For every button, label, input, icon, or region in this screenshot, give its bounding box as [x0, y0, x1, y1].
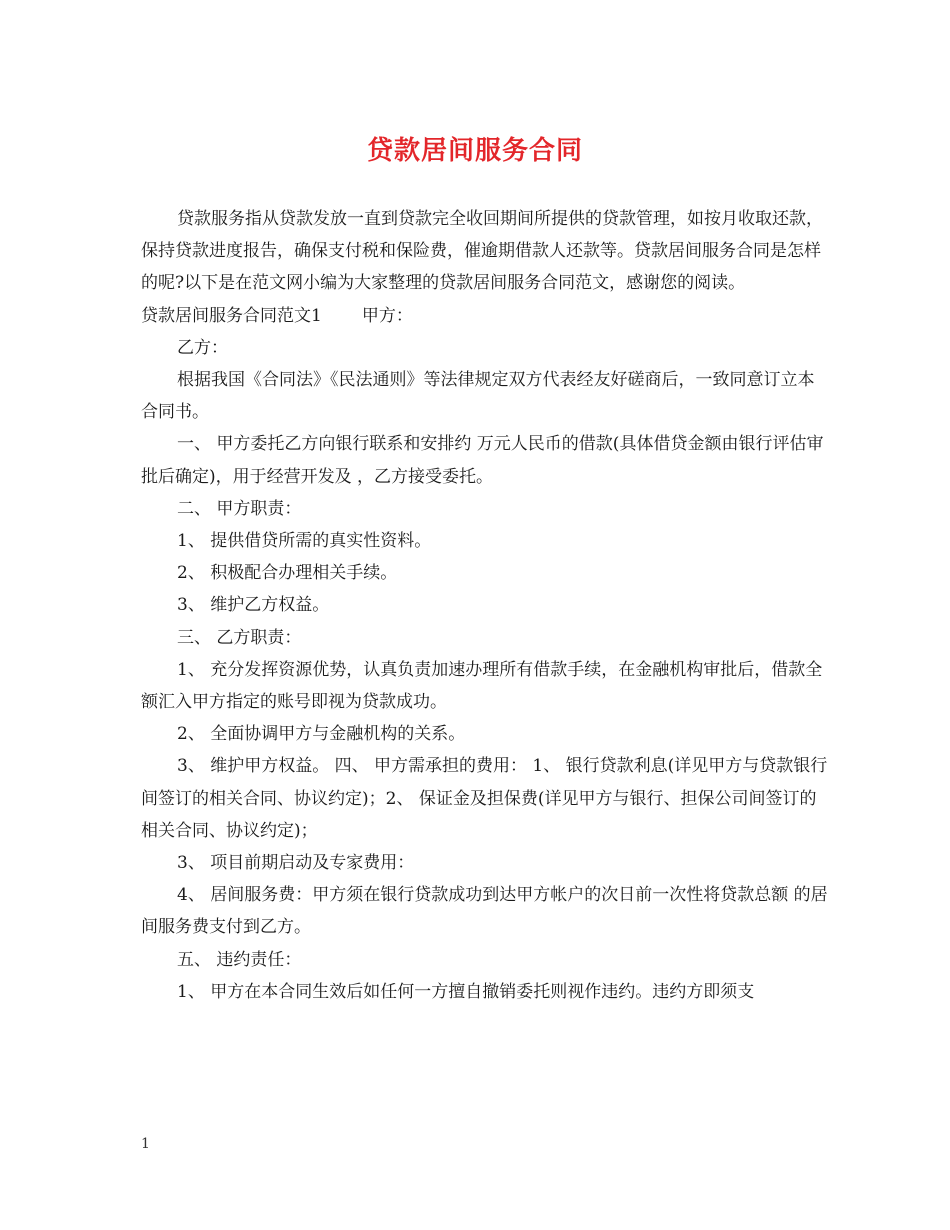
clause-2-heading: 二、 甲方职责：	[177, 498, 302, 519]
paragraph-intro: 贷款服务指从贷款发放一直到贷款完全收回期间所提供的贷款管理，如按月收取还款，保持贷款进度报告，确保支付税和保险费，催逾期借款人还款等。贷款居间服务合同是怎样的呢?以下是在范文网小编为大家整理的贷款居间服务合同范文，感谢您的阅读。	[141, 209, 823, 294]
clause-3-heading: 三、 乙方职责：	[177, 627, 302, 648]
clause-2-item-3: 3、 维护乙方权益。	[177, 595, 330, 616]
clause-3-item-2: 2、 全面协调甲方与金融机构的关系。	[177, 724, 466, 745]
clause-4-item-3: 3、 项目前期启动及专家费用：	[177, 853, 415, 874]
document-body	[141, 203, 831, 1008]
clause-5-heading: 五、 违约责任：	[177, 949, 302, 970]
paragraph-sample-heading	[141, 300, 831, 332]
clause-1: 一、 甲方委托乙方向银行联系和安排约 万元人民币的借款(具体借贷金额由银行评估审批后确定)，用于经营开发及 ，乙方接受委托。	[141, 434, 824, 487]
sample-heading-text: 贷款居间服务合同范文1	[141, 305, 322, 326]
document-title: 贷款居间服务合同	[366, 136, 583, 166]
clause-2-item-1: 1、 提供借贷所需的真实性资料。	[177, 531, 432, 552]
clause-3-item-1: 1、 充分发挥资源优势，认真负责加速办理所有借款手续，在金融机构审批后，借款全额汇入甲方指定的账号即视为贷款成功。	[141, 659, 823, 713]
party-a-label: 甲方：	[361, 305, 413, 326]
clause-3-item-3-and-clause-4: 3、 维护甲方权益。 四、 甲方需承担的费用： 1、 银行贷款利息(详见甲方与贷款银行间签订的相关合同、协议约定)；2、 保证金及担保费(详见甲方与银行、担保公司间签订的相关合同、协议约定)；	[141, 756, 828, 841]
clause-5-item-1: 1、 甲方在本合同生效后如任何一方擅自撤销委托则视作违约。违约方即须支	[177, 981, 755, 1002]
clause-2-item-2: 2、 积极配合办理相关手续。	[177, 563, 398, 584]
page-number: 1	[141, 1136, 150, 1152]
paragraph-basis: 根据我国《合同法》《民法通则》等法律规定双方代表经友好磋商后，一致同意订立本合同书。	[141, 370, 815, 423]
clause-4-item-4: 4、 居间服务费：甲方须在银行贷款成功到达甲方帐户的次日前一次性将贷款总额 的居间服务费支付到乙方。	[141, 885, 828, 938]
party-b-label: 乙方：	[177, 337, 228, 358]
